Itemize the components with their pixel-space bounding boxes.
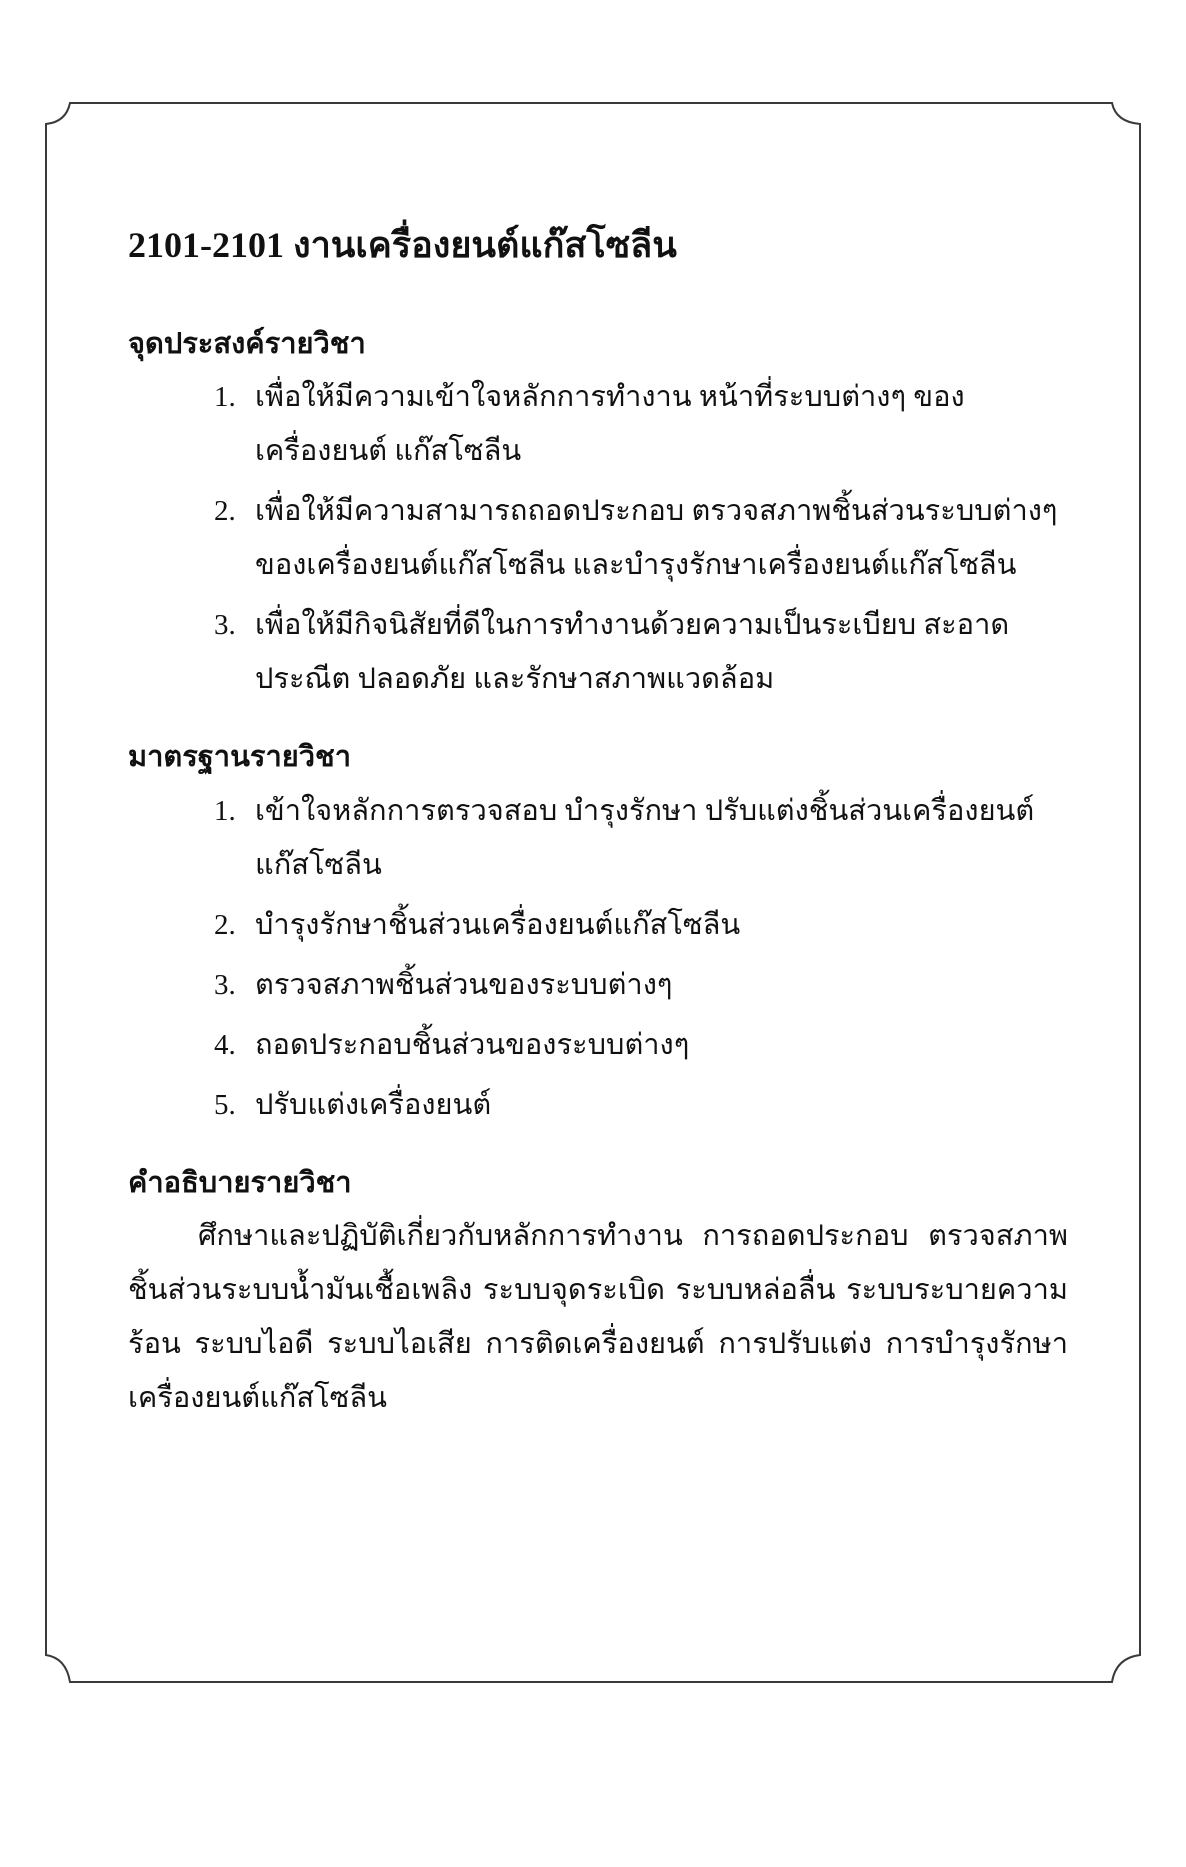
item-number: 4.: [214, 1028, 236, 1061]
item-text: ตรวจสภาพชิ้นส่วนของระบบต่างๆ: [255, 968, 673, 1001]
objectives-heading: จุดประสงค์รายวิชา: [128, 327, 366, 360]
description-paragraph: ศึกษาและปฏิบัติเกี่ยวกับหลักการทำงาน การถอดประกอบ ตรวจสภาพชิ้นส่วนระบบน้ำมันเชื้อเพลิง ระบบจุดระเบิด ระบบหล่อลื่น ระบบระบายความร้อน ระบบไอดี ระบบไอเสีย การติดเครื่องยนต์ การปรับแต่ง การบำรุงรักษาเครื่องยนต์แก๊สโซลีน: [128, 1220, 1068, 1415]
item-number: 3.: [214, 609, 236, 642]
list-item: [128, 1018, 1068, 1072]
list-item: [128, 958, 1068, 1012]
item-text: เพื่อให้มีความสามารถถอดประกอบ ตรวจสภาพชิ้นส่วนระบบต่างๆ ของเครื่องยนต์แก๊สโซลีน และบำรุงรักษาเครื่องยนต์แก๊สโซลีน: [255, 495, 1058, 582]
list-item: [128, 898, 1068, 952]
item-text: เข้าใจหลักการตรวจสอบ บำรุงรักษา ปรับแต่งชิ้นส่วนเครื่องยนต์ แก๊สโซลีน: [255, 794, 1035, 881]
objectives-list: [128, 370, 1068, 706]
list-item: [128, 784, 1068, 892]
list-item: [128, 370, 1068, 478]
objectives-section: [128, 323, 1068, 707]
standards-heading: มาตรฐานรายวิชา: [128, 741, 352, 774]
item-text: ปรับแต่งเครื่องยนต์: [255, 1088, 492, 1121]
item-number: 3.: [214, 968, 236, 1001]
list-item: [128, 1078, 1068, 1132]
standards-list: [128, 784, 1068, 1132]
document-title: 2101-2101 งานเครื่องยนต์แก๊สโซลีน: [128, 225, 677, 265]
item-number: 1.: [214, 381, 236, 414]
item-text: เพื่อให้มีความเข้าใจหลักการทำงาน หน้าที่ระบบต่างๆ ของเครื่องยนต์ แก๊สโซลีน: [255, 381, 965, 468]
list-item: [128, 598, 1068, 706]
document-content: [128, 222, 1068, 1455]
item-number: 1.: [214, 794, 236, 827]
description-heading: คำอธิบายรายวิชา: [128, 1166, 352, 1199]
item-text: บำรุงรักษาชิ้นส่วนเครื่องยนต์แก๊สโซลีน: [255, 908, 741, 941]
list-item: [128, 484, 1068, 592]
item-number: 2.: [214, 908, 236, 941]
item-text: ถอดประกอบชิ้นส่วนของระบบต่างๆ: [255, 1028, 690, 1061]
standards-section: [128, 736, 1068, 1132]
item-number: 5.: [214, 1088, 236, 1121]
description-section: [128, 1162, 1068, 1426]
item-number: 2.: [214, 495, 236, 528]
item-text: เพื่อให้มีกิจนิสัยที่ดีในการทำงานด้วยความเป็นระเบียบ สะอาด ประณีต ปลอดภัย และรักษาสภาพแวดล้อม: [255, 609, 1010, 696]
